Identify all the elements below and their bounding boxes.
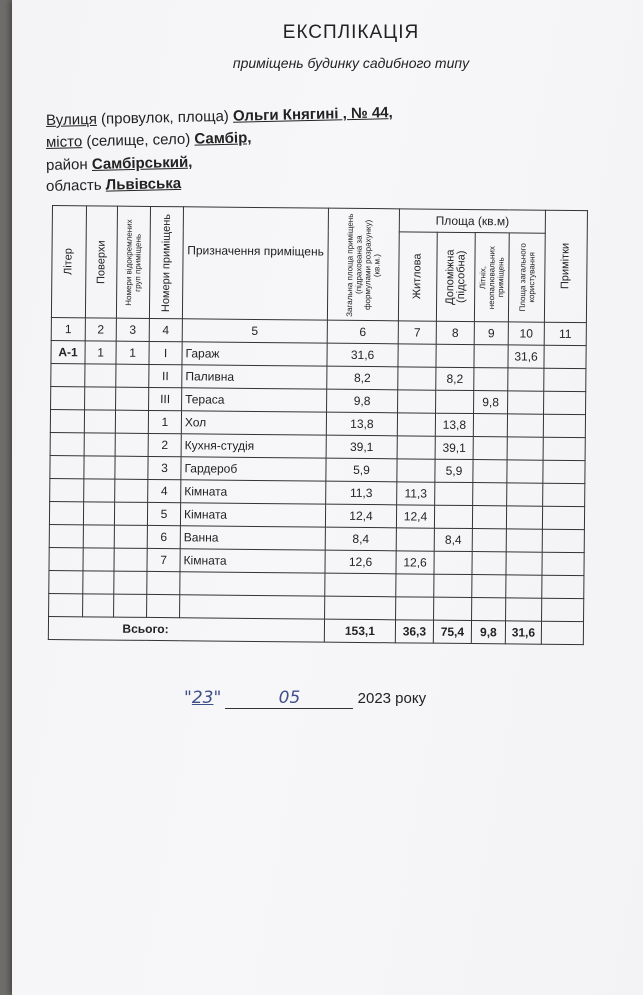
th-summer: Літніх, неопалювальних приміщень — [474, 233, 509, 322]
cell-group — [116, 387, 149, 410]
cell-living — [396, 528, 434, 551]
explication-table — [48, 205, 588, 645]
th-groups: Номери відокремлених груп приміщень — [116, 206, 150, 318]
cell-common — [506, 506, 542, 529]
cell-summer — [472, 552, 506, 575]
cell-auxiliary: 8,4 — [434, 528, 472, 551]
cell-group — [114, 502, 147, 525]
table-body — [49, 340, 587, 621]
cell-liter — [51, 363, 85, 386]
cell-auxiliary: 5,9 — [435, 459, 473, 482]
cell-liter — [49, 570, 83, 593]
cell-common — [507, 414, 543, 437]
street-label: Вулиця — [45, 110, 98, 129]
cell-purpose: Гардероб — [181, 457, 326, 481]
cell-group — [114, 525, 147, 548]
cell-room-number: 6 — [147, 525, 180, 548]
cell-summer — [474, 345, 508, 368]
cell-total-area: 13,8 — [326, 412, 397, 436]
cell-room-number — [147, 594, 180, 617]
cell-notes — [543, 437, 585, 460]
cell-common — [506, 598, 542, 621]
col-number: 7 — [398, 321, 436, 344]
total-row — [48, 616, 583, 644]
cell-floor — [85, 364, 116, 387]
cell-group — [114, 548, 147, 571]
cell-liter — [50, 478, 84, 501]
cell-purpose: Гараж — [182, 342, 327, 366]
cell-liter — [49, 547, 83, 570]
col-number: 10 — [508, 322, 544, 345]
cell-total-area: 8,2 — [327, 366, 398, 390]
address-region — [46, 175, 181, 195]
city-rest: (селище, село) — [82, 130, 195, 151]
cell-room-number: 5 — [147, 502, 180, 525]
cell-liter: А-1 — [51, 340, 85, 363]
cell-common — [507, 437, 543, 460]
header-row — [52, 206, 587, 234]
cell-total-area: 12,4 — [325, 504, 396, 528]
cell-floor — [83, 502, 114, 525]
cell-notes — [544, 368, 586, 391]
col-number: 4 — [149, 318, 182, 341]
th-auxiliary: Допоміжна (підсобна) — [436, 232, 475, 321]
cell-notes — [542, 529, 584, 552]
cell-common — [508, 368, 544, 391]
cell-auxiliary — [434, 551, 472, 574]
cell-floor — [84, 479, 115, 502]
total-summer: 9,8 — [471, 621, 505, 644]
cell-purpose — [180, 595, 325, 619]
cell-common — [506, 552, 542, 575]
cell-notes — [544, 345, 586, 368]
cell-summer — [472, 506, 506, 529]
street-rest: (провулок, площа) — [96, 107, 234, 128]
cell-total-area: 39,1 — [326, 435, 397, 459]
cell-living: 11,3 — [397, 482, 435, 505]
cell-notes — [543, 483, 585, 506]
cell-purpose — [180, 572, 325, 596]
cell-purpose: Хол — [181, 411, 326, 435]
th-common: Площа загального користування — [508, 233, 545, 322]
cell-purpose: Кімната — [181, 480, 326, 504]
district-label: район — [45, 155, 93, 174]
col-number: 8 — [436, 321, 474, 344]
cell-purpose: Кімната — [180, 549, 325, 573]
cell-auxiliary: 13,8 — [435, 413, 473, 436]
cell-living — [396, 597, 434, 620]
cell-living — [397, 436, 435, 459]
cell-auxiliary: 8,2 — [436, 367, 474, 390]
cell-floor — [84, 456, 115, 479]
region-label: область — [45, 176, 106, 195]
cell-summer — [473, 460, 507, 483]
cell-group — [114, 594, 147, 617]
cell-living — [398, 344, 436, 367]
cell-auxiliary — [435, 482, 473, 505]
cell-common — [506, 575, 542, 598]
cell-notes — [543, 414, 585, 437]
cell-living — [397, 459, 435, 482]
cell-common — [507, 460, 543, 483]
cell-floor — [83, 548, 114, 571]
region-value: Львівська — [105, 174, 182, 194]
cell-room-number: ІІІ — [149, 387, 182, 410]
th-liter: Літер — [51, 206, 86, 318]
cell-auxiliary — [436, 344, 474, 367]
cell-purpose: Кухня-студія — [181, 434, 326, 458]
cell-room-number: 4 — [148, 479, 181, 502]
cell-floor — [85, 387, 116, 410]
cell-floor — [84, 433, 115, 456]
cell-total-area: 12,6 — [325, 550, 396, 574]
cell-notes — [542, 575, 584, 598]
document-title: ЕКСПЛІКАЦІЯ — [282, 22, 420, 43]
cell-floor — [83, 594, 114, 617]
cell-room-number: І — [149, 341, 182, 364]
cell-living — [398, 367, 436, 390]
cell-purpose: Паливна — [182, 365, 327, 389]
th-total-area: Загальна площа приміщень (підрахована за формулами розрахунку) (кв.м.) — [327, 208, 399, 321]
cell-notes — [544, 391, 586, 414]
cell-room-number: ІІ — [149, 364, 182, 387]
th-purpose: Призначення приміщень — [182, 207, 328, 320]
date-line — [184, 688, 426, 709]
total-living: 36,3 — [395, 620, 433, 643]
address-street — [46, 104, 393, 129]
col-number: 2 — [85, 318, 116, 341]
cell-summer — [472, 575, 506, 598]
col-number: 11 — [544, 322, 586, 345]
cell-notes — [542, 506, 584, 529]
cell-purpose: Кімната — [180, 503, 325, 527]
th-room-numbers: Номери приміщень — [149, 206, 183, 318]
cell-auxiliary — [434, 505, 472, 528]
cell-living: 12,6 — [396, 551, 434, 574]
cell-summer — [473, 437, 507, 460]
total-label: Всього: — [82, 617, 324, 642]
cell-notes — [542, 598, 584, 621]
cell-room-number: 7 — [147, 548, 180, 571]
cell-summer — [473, 483, 507, 506]
cell-common — [507, 483, 543, 506]
cell-auxiliary: 39,1 — [435, 436, 473, 459]
col-number: 5 — [182, 319, 327, 343]
cell-liter — [50, 409, 84, 432]
cell-summer — [474, 368, 508, 391]
cell-purpose: Тераса — [182, 388, 327, 412]
cell-liter — [51, 386, 85, 409]
cell-floor — [84, 410, 115, 433]
cell-living — [397, 413, 435, 436]
cell-group: 1 — [116, 341, 149, 364]
cell-summer — [472, 598, 506, 621]
cell-common — [508, 391, 544, 414]
total-area: 153,1 — [324, 619, 395, 643]
address-district — [46, 154, 193, 174]
cell-common — [506, 529, 542, 552]
cell-total-area: 9,8 — [327, 389, 398, 413]
street-value: Ольги Княгині , № 44, — [232, 104, 393, 125]
date-day: "23" — [184, 688, 222, 708]
cell-total-area — [325, 573, 396, 597]
document-page — [12, 0, 643, 995]
cell-auxiliary — [436, 390, 474, 413]
cell-total-area: 11,3 — [326, 481, 397, 505]
cell-room-number — [147, 571, 180, 594]
col-number: 3 — [116, 318, 149, 341]
cell-room-number: 1 — [148, 410, 181, 433]
cell-group — [114, 571, 147, 594]
cell-auxiliary — [434, 574, 472, 597]
district-value: Самбірський, — [91, 153, 193, 173]
th-living: Житлова — [398, 232, 437, 321]
th-area-group: Площа (кв.м) — [399, 209, 545, 233]
cell-total-area: 31,6 — [327, 343, 398, 367]
th-floors: Поверхи — [85, 206, 117, 318]
cell-living — [396, 574, 434, 597]
cell-total-area: 8,4 — [325, 527, 396, 551]
date-month: 05 — [225, 688, 353, 709]
cell-total-area — [325, 596, 396, 620]
address-city — [46, 129, 252, 151]
cell-notes — [542, 552, 584, 575]
cell-living — [398, 390, 436, 413]
cell-room-number: 2 — [148, 433, 181, 456]
col-number: 9 — [474, 322, 508, 345]
cell-floor: 1 — [85, 341, 116, 364]
th-notes: Примітки — [544, 210, 587, 322]
cell-liter — [50, 432, 84, 455]
total-notes — [541, 621, 583, 644]
cell-group — [116, 364, 149, 387]
cell-auxiliary — [434, 597, 472, 620]
cell-common: 31,6 — [508, 345, 544, 368]
cell-floor — [83, 571, 114, 594]
date-year: 2023 року — [357, 690, 427, 707]
cell-floor — [83, 525, 114, 548]
cell-total-area: 5,9 — [326, 458, 397, 482]
total-auxiliary: 75,4 — [433, 620, 471, 643]
col-number: 6 — [327, 320, 398, 344]
city-label: місто — [45, 133, 83, 151]
cell-summer: 9,8 — [474, 391, 508, 414]
document-subtitle: приміщень будинку садибного типу — [232, 55, 470, 71]
cell-group — [115, 433, 148, 456]
cell-liter — [49, 501, 83, 524]
cell-purpose: Ванна — [180, 526, 325, 550]
cell-group — [115, 479, 148, 502]
city-value: Самбір, — [194, 129, 252, 148]
cell-liter — [49, 593, 83, 616]
cell-group — [115, 410, 148, 433]
cell-notes — [543, 460, 585, 483]
cell-summer — [473, 414, 507, 437]
cell-group — [115, 456, 148, 479]
cell-room-number: 3 — [148, 456, 181, 479]
cell-living: 12,4 — [396, 505, 434, 528]
cell-summer — [472, 529, 506, 552]
cell-liter — [50, 455, 84, 478]
cell-liter — [49, 524, 83, 547]
total-common: 31,6 — [505, 621, 541, 644]
col-number: 1 — [51, 317, 85, 340]
